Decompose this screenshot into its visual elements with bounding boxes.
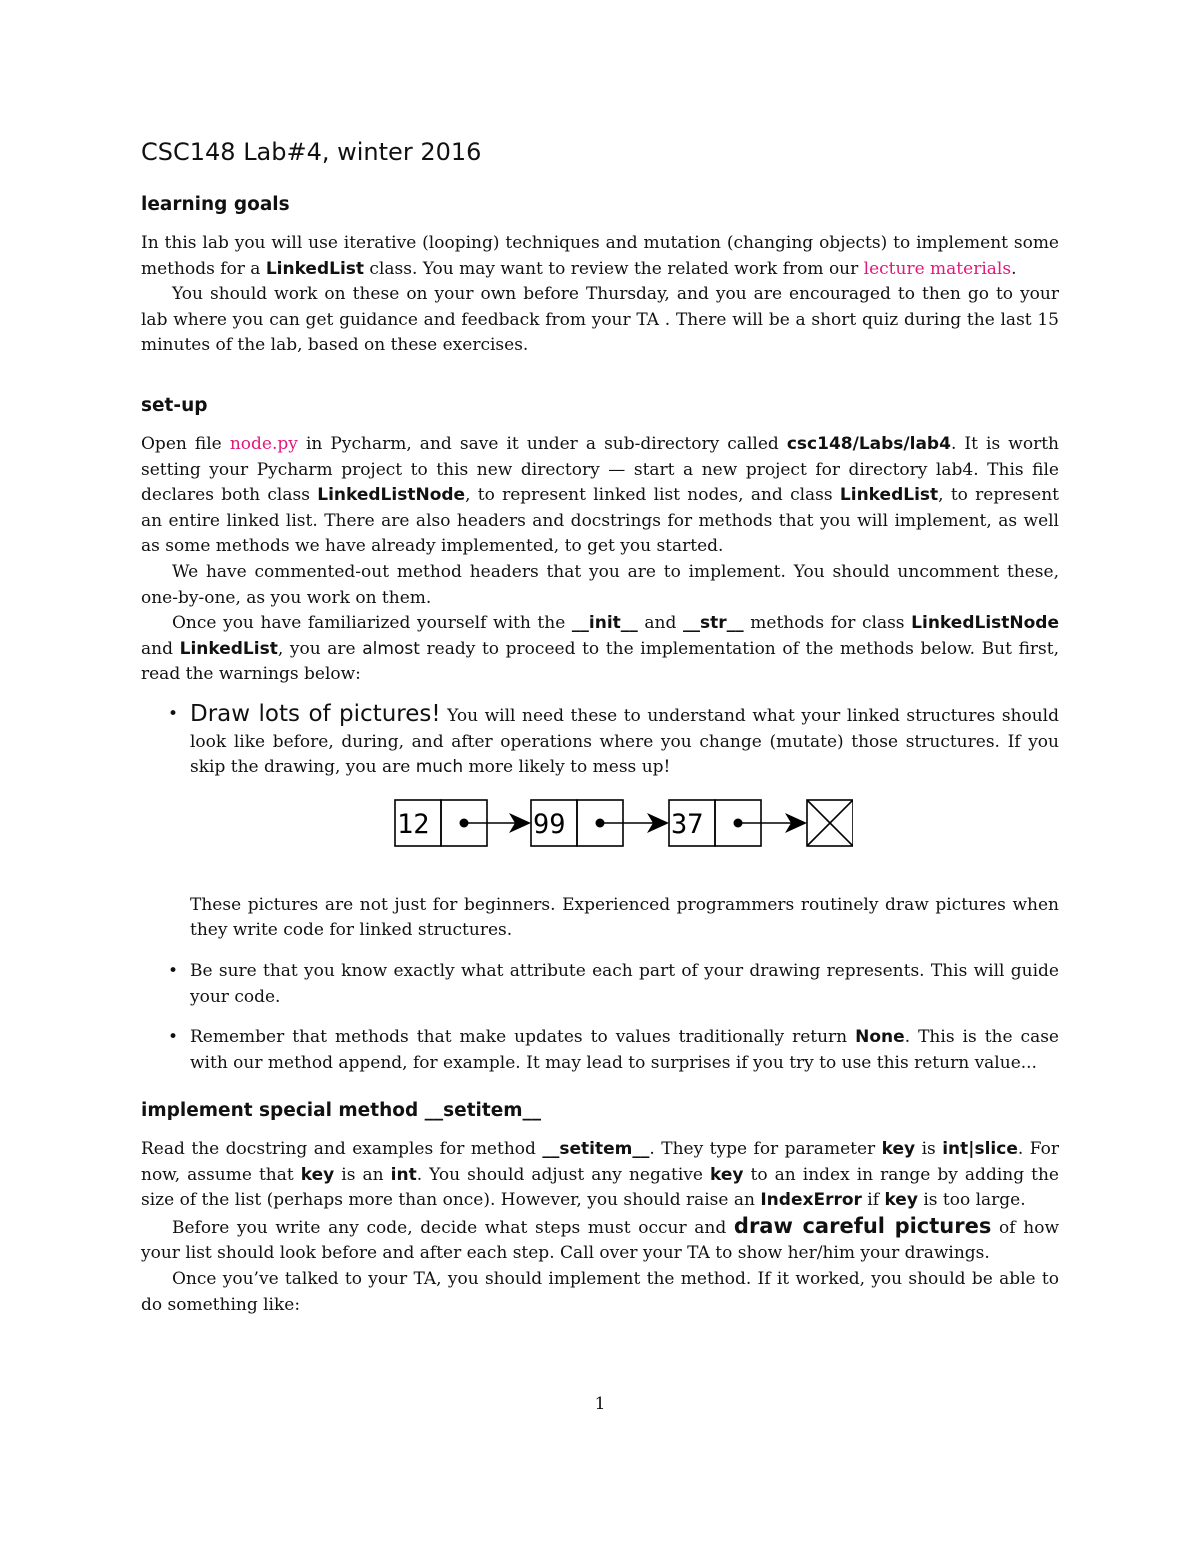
- text: .: [1011, 258, 1017, 279]
- text: , you are: [277, 638, 363, 659]
- text: In this lab you will use iterative (looping) techniques and mutation (changing objects) to implement some methods for a: [141, 233, 1059, 279]
- setitem-paragraph-1: [141, 1137, 1059, 1214]
- text: Read the docstring and examples for method: [141, 1139, 543, 1159]
- setup-section: [141, 394, 1059, 688]
- text: methods for class: [743, 613, 912, 634]
- node-value: 37: [671, 809, 704, 840]
- directory-name: csc148/Labs/lab4: [786, 434, 951, 454]
- none-keyword: None: [855, 1027, 905, 1048]
- draw-pictures-emphasis: Draw lots of pictures!: [190, 701, 441, 727]
- lecture-materials-link[interactable]: lecture materials: [863, 258, 1012, 279]
- pointer-dot: [460, 819, 469, 828]
- warnings-list-container: [141, 702, 1059, 1076]
- page-title: CSC148 Lab#4, winter 2016: [141, 138, 482, 166]
- type-name: int|slice: [942, 1139, 1018, 1159]
- text: , to represent linked list nodes, and class: [465, 485, 840, 506]
- text: ready to proceed to the implementation of the methods below. But first, read the warnings below:: [141, 638, 1059, 685]
- text: of how your list should look before and after each step. Call over your TA to show her/him your drawings.: [141, 1217, 1059, 1264]
- setitem-heading: implement special method __setitem__: [141, 1100, 542, 1121]
- text: Be sure that you know exactly what attribute each part of your drawing represents. This will guide your code.: [190, 960, 1059, 1007]
- text: You will need these to understand what your linked structures should look like before, during, and after operations where you change (mutate) those structures. If you skip the drawing, you are: [190, 706, 1060, 778]
- pointer-dot: [596, 819, 605, 828]
- setup-paragraph-3: [141, 611, 1059, 688]
- param-name: key: [884, 1190, 918, 1211]
- class-name: LinkedListNode: [317, 485, 466, 506]
- text: is an: [334, 1164, 391, 1185]
- exception-name: IndexError: [760, 1190, 862, 1211]
- page-number: 1: [594, 1394, 606, 1414]
- text: is: [915, 1139, 943, 1159]
- method-name: __str__: [683, 613, 744, 634]
- param-name: key: [881, 1139, 916, 1159]
- node-value: 12: [397, 809, 430, 840]
- node-py-link[interactable]: node.py: [229, 434, 298, 454]
- class-name: LinkedList: [179, 638, 278, 659]
- emphasis: much: [415, 757, 464, 778]
- text: if: [861, 1190, 885, 1211]
- text: to an index in range by adding the size of the list (perhaps more than once). However, you should raise an: [141, 1164, 1059, 1211]
- setup-paragraph-2: We have commented-out method headers that you are to implement. You should uncomment these, one-by-one, as you work on them.: [141, 561, 1059, 608]
- text: in Pycharm, and save it under a sub-directory called: [297, 434, 787, 454]
- text: class. You may want to review the related work from our: [364, 258, 864, 279]
- text: Open file: [141, 434, 230, 454]
- class-name: LinkedList: [265, 258, 365, 279]
- param-name: key: [709, 1164, 744, 1185]
- draw-careful-pictures-emphasis: draw careful pictures: [733, 1213, 992, 1238]
- learning-goals-paragraph-1: [141, 231, 1059, 282]
- class-name: LinkedList: [839, 485, 939, 506]
- setitem-paragraph-3: Once you’ve talked to your TA, you should implement the method. If it worked, you should be able to do something like:: [141, 1268, 1059, 1315]
- text: . They type for parameter: [649, 1139, 882, 1159]
- text: is too large.: [917, 1190, 1026, 1211]
- text: . It is worth setting your Pycharm project to this new directory — start a new project for directory lab4. This file declares both class: [141, 434, 1059, 506]
- text: . This is the case with our method append, for example. It may lead to surprises if you try to use this return value...: [190, 1027, 1059, 1073]
- pointer-dot: [734, 819, 743, 828]
- setitem-section: [141, 1099, 1059, 1318]
- param-name: key: [300, 1164, 335, 1185]
- list-item: [141, 1025, 1059, 1076]
- method-name: __init__: [571, 613, 638, 634]
- node-value: 99: [533, 809, 566, 840]
- text: . For now, assume that: [141, 1139, 1059, 1185]
- class-name: LinkedListNode: [911, 613, 1059, 634]
- text: Once you have familiarized yourself with the: [172, 613, 572, 634]
- learning-goals-heading: learning goals: [141, 194, 290, 215]
- text: , to represent an entire linked list. There are also headers and docstrings for methods that you will implement, as well as some methods we have already implemented, to get you started.: [141, 485, 1060, 557]
- text: more likely to mess up!: [463, 757, 671, 778]
- method-name: __setitem__: [542, 1139, 650, 1159]
- linked-list-diagram: [393, 795, 853, 855]
- text: Before you write any code, decide what steps must occur and: [172, 1217, 734, 1238]
- bullet-1-followup: These pictures are not just for beginners. Experienced programmers routinely draw pictures when they write code for linked structures.: [190, 894, 1059, 941]
- learning-goals-section: [141, 193, 1059, 359]
- text: . You should adjust any negative: [416, 1164, 710, 1185]
- list-item: [141, 959, 1059, 1010]
- warnings-list: [141, 702, 1059, 1076]
- emphasis: almost: [362, 638, 420, 659]
- setup-paragraph-1: [141, 432, 1059, 560]
- text: and: [637, 613, 684, 634]
- text: and: [141, 638, 180, 659]
- setitem-paragraph-2: [141, 1214, 1059, 1267]
- text: Remember that methods that make updates to values traditionally return: [190, 1027, 856, 1048]
- type-name: int: [390, 1164, 417, 1185]
- learning-goals-paragraph-2: You should work on these on your own before Thursday, and you are encouraged to then go to your lab where you can get guidance and feedback from your TA . There will be a short quiz during the last 15 minutes of the lab, based on these exercises.: [141, 284, 1059, 356]
- setup-heading: set-up: [141, 395, 208, 416]
